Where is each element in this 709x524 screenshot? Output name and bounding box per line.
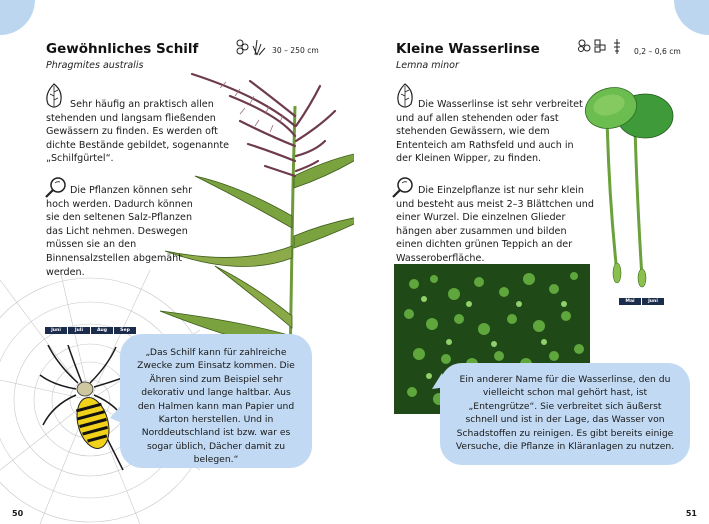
right-page <box>355 0 709 524</box>
month-badge: Aug <box>91 327 113 334</box>
latin-name: Phragmites australis <box>46 60 144 71</box>
bubble-tail <box>110 404 130 426</box>
corner-decoration <box>674 0 709 35</box>
size-range: 0,2 – 0,6 cm <box>634 47 681 56</box>
plant-habit-icon <box>235 38 269 56</box>
species-title: Kleine Wasserlinse <box>396 41 540 57</box>
corner-decoration <box>0 0 35 35</box>
month-badge: Sep <box>114 327 136 334</box>
fact-text: Ein anderer Name für die Wasserlinse, den du vielleicht schon mal gehört hast, ist „Entengrütze“. Sie verbreitet sich äußerst schnell und ist in der Lage, das Wasser von Schadstoffen zu reinigen. Es gibt bereits einige Versuche, die Pflanze in Kläranlagen zu nutzen. <box>455 374 675 453</box>
left-page <box>0 0 354 524</box>
species-title: Gewöhnliches Schilf <box>46 41 199 57</box>
description-structure: Die Einzelpflanze ist nur sehr klein und besteht aus meist 2–3 Blättchen und einer Wurzel. Die einzelnen Glieder hängen aber zusammen und bilden einen dichten grünen Teppich an der Wasseroberfläche. <box>396 185 594 264</box>
month-badge: Juli <box>68 327 90 334</box>
month-badge: Juni <box>642 298 664 305</box>
month-badge: Mai <box>619 298 641 305</box>
description-habitat: Die Wasserlinse ist sehr verbreitet und auf allen stehenden oder fast stehenden Gewässern, wie dem Ententeich am Rathsfeld und auch in der Kleinen Wipper, zu finden. <box>396 99 583 165</box>
month-badge: Juni <box>45 327 67 334</box>
description-habitat: Sehr häufig an praktisch allen stehenden und langsam fließenden Gewässern zu finden. Es werden oft dichte Bestände gebildet, sogenannte „Schilfgürtel“. <box>46 99 229 165</box>
latin-name: Lemna minor <box>396 60 459 71</box>
fact-text: „Das Schilf kann für zahlreiche Zwecke zum Einsatz kommen. Die Ähren sind zum Beispiel sehr dekorativ und lange haltbar. Aus den Halmen kann man Papier und Karton herstellen. Und in Norddeutschland ist bzw. war es sogar üblich, Dächer damit zu belegen.“ <box>137 347 295 466</box>
duckweed-illustration <box>577 78 677 288</box>
plant-habit-icon <box>577 37 627 55</box>
size-range: 30 – 250 cm <box>272 46 319 55</box>
fact-bubble <box>120 334 312 468</box>
description-management: Die Pflanzen können sehr hoch werden. Dadurch können sie den seltenen Salz-Pflanzen das Licht nehmen. Deswegen müssen sie an den Binnensalzstellen abgemäht werden. <box>46 185 193 278</box>
fact-bubble <box>440 363 690 465</box>
page-number: 51 <box>685 509 697 518</box>
bubble-tail <box>432 373 450 393</box>
page-number: 50 <box>12 509 24 518</box>
